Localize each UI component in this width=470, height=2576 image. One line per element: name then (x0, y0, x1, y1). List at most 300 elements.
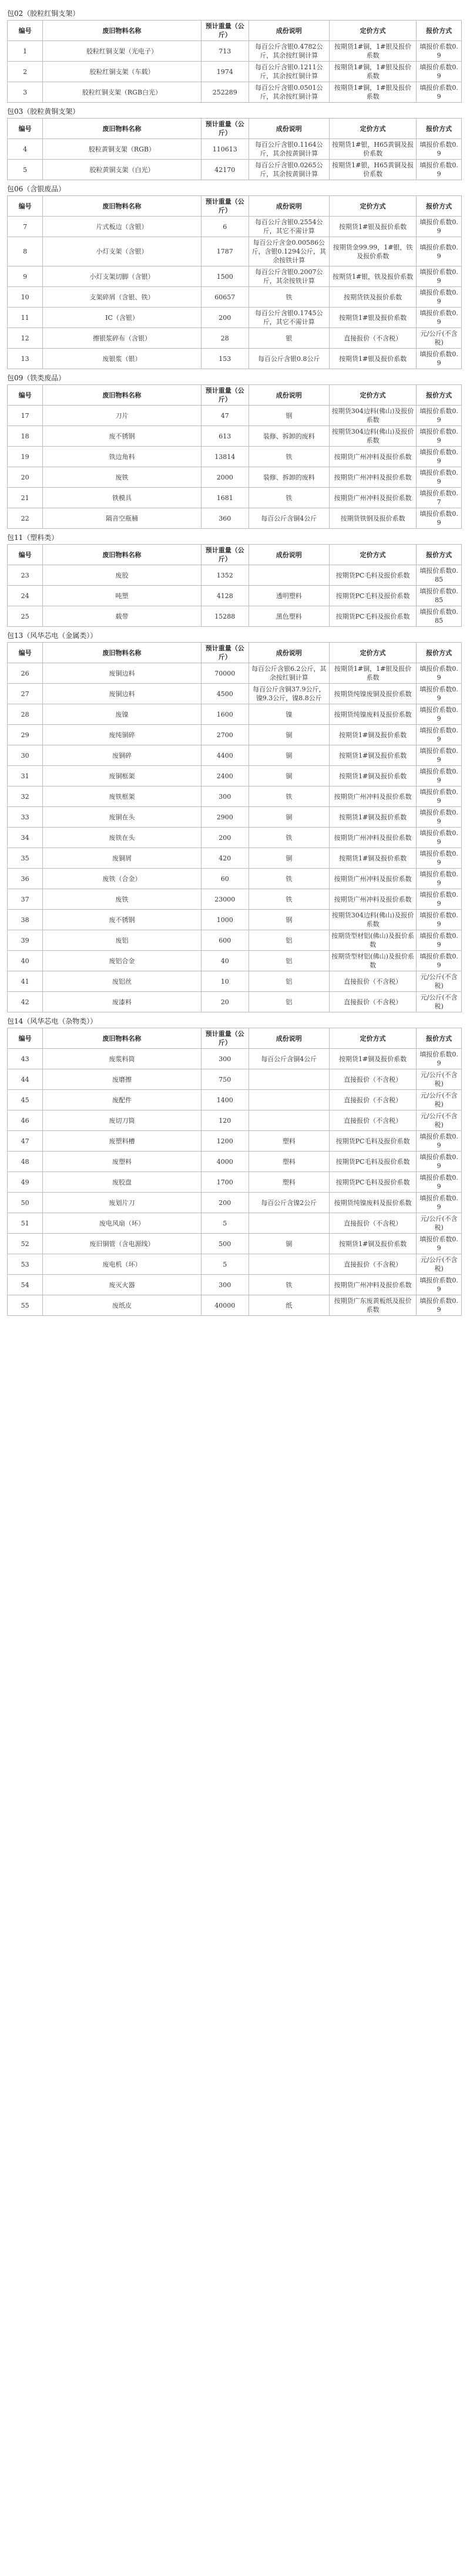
cell-material-name: 载带 (43, 606, 201, 627)
cell-number: 8 (8, 237, 43, 266)
cell-quote-method: 元/公斤(不含税) (417, 1254, 462, 1275)
header-estimated-weight: 预计重量（公斤） (201, 196, 249, 217)
cell-material-name: IC（含银） (43, 308, 201, 328)
cell-estimated-weight: 60657 (201, 287, 249, 308)
header-row (8, 119, 462, 139)
cell-material-name: 废铜边料 (43, 663, 201, 684)
cell-pricing-method: 按期货1#铜及报价系数 (329, 1049, 417, 1069)
table-row (8, 62, 462, 82)
cell-quote-method: 填报价系数0.9 (417, 1152, 462, 1172)
cell-quote-method: 填报价系数0.9 (417, 160, 462, 180)
cell-quote-method: 填报价系数0.9 (417, 406, 462, 426)
cell-pricing-method: 按期货1#银及报价系数 (329, 308, 417, 328)
cell-quote-method: 填报价系数0.9 (417, 828, 462, 848)
cell-estimated-weight: 613 (201, 426, 249, 447)
header-row (8, 21, 462, 41)
cell-estimated-weight: 2700 (201, 725, 249, 745)
cell-material-name: 片式板边（含银） (43, 217, 201, 237)
cell-material-name: 废磨擦 (43, 1069, 201, 1090)
cell-quote-method: 填报价系数0.9 (417, 848, 462, 869)
cell-material-name: 胶粒黄铜支架（RGB） (43, 139, 201, 160)
cell-number: 12 (8, 328, 43, 349)
cell-number: 2 (8, 62, 43, 82)
cell-estimated-weight: 2400 (201, 766, 249, 786)
package-title: 包11（塑料类） (7, 534, 59, 542)
table-row (8, 606, 462, 627)
cell-pricing-method: 按期货广州冲料及报价系数 (329, 1275, 417, 1295)
table-row (8, 488, 462, 508)
cell-quote-method: 填报价系数0.9 (417, 725, 462, 745)
cell-composition: 黑色塑料 (249, 606, 329, 627)
package-title: 包14（风华芯电（杂物类）） (7, 1017, 98, 1025)
header-estimated-weight: 预计重量（公斤） (201, 643, 249, 663)
table-row (8, 328, 462, 349)
cell-number: 23 (8, 565, 43, 586)
cell-material-name: 废不锈钢 (43, 426, 201, 447)
cell-composition: 每百公斤含银0.1164公斤，其余按黄铜计算 (249, 139, 329, 160)
table-row (8, 663, 462, 684)
cell-pricing-method: 按期货广州冲料及报价系数 (329, 488, 417, 508)
cell-number: 40 (8, 951, 43, 971)
cell-material-name: 废铁框架 (43, 786, 201, 807)
cell-quote-method: 元/公斤(不含税) (417, 1213, 462, 1234)
package-title: 包09（铁类废品） (7, 374, 66, 382)
cell-estimated-weight: 420 (201, 848, 249, 869)
cell-pricing-method: 按期货PC毛料及报价系数 (329, 1172, 417, 1193)
cell-estimated-weight: 1681 (201, 488, 249, 508)
header-quote-method: 报价方式 (417, 385, 462, 406)
cell-composition (249, 1069, 329, 1090)
cell-pricing-method: 按期货广州冲料及报价系数 (329, 447, 417, 467)
cell-number: 7 (8, 217, 43, 237)
cell-estimated-weight: 70000 (201, 663, 249, 684)
cell-number: 27 (8, 684, 43, 704)
cell-number: 1 (8, 41, 43, 62)
table-row (8, 930, 462, 951)
cell-number: 29 (8, 725, 43, 745)
header-pricing-method: 定价方式 (329, 196, 417, 217)
cell-material-name: 废镍 (43, 704, 201, 725)
cell-quote-method: 元/公斤(不含税) (417, 971, 462, 992)
cell-composition: 铁 (249, 889, 329, 910)
header-estimated-weight: 预计重量（公斤） (201, 21, 249, 41)
header-row (8, 385, 462, 406)
cell-material-name: 废配件 (43, 1090, 201, 1110)
cell-estimated-weight: 1700 (201, 1172, 249, 1193)
cell-material-name: 废电机（坏） (43, 1254, 201, 1275)
cell-composition (249, 1090, 329, 1110)
cell-pricing-method: 按期货1#铜，1#银及报价系数 (329, 82, 417, 103)
cell-composition: 铁 (249, 447, 329, 467)
cell-quote-method: 填报价系数0.9 (417, 237, 462, 266)
package-table (7, 118, 462, 180)
cell-composition: 装修、拆卸的废料 (249, 467, 329, 488)
cell-quote-method: 填报价系数0.9 (417, 663, 462, 684)
header-pricing-method: 定价方式 (329, 643, 417, 663)
cell-pricing-method: 按期货铁钢及报价系数 (329, 508, 417, 529)
cell-estimated-weight: 360 (201, 508, 249, 529)
header-quote-method: 报价方式 (417, 1028, 462, 1049)
table-row (8, 1295, 462, 1316)
cell-pricing-method: 按期货1#铜，1#银及报价系数 (329, 41, 417, 62)
cell-material-name: 胶粒黄铜支架（白光） (43, 160, 201, 180)
cell-material-name: 小灯支架切脚（含银） (43, 266, 201, 287)
cell-estimated-weight: 1200 (201, 1131, 249, 1152)
cell-estimated-weight: 15288 (201, 606, 249, 627)
cell-material-name: 废电风扇（坏） (43, 1213, 201, 1234)
cell-quote-method: 填报价系数0.9 (417, 467, 462, 488)
header-material-name: 废旧物料名称 (43, 1028, 201, 1049)
cell-composition: 每百公斤含金0.00586公斤，含银0.1294公斤，其余按铁计算 (249, 237, 329, 266)
header-pricing-method: 定价方式 (329, 119, 417, 139)
cell-pricing-method: 按期货铁及报价系数 (329, 287, 417, 308)
table-row (8, 1275, 462, 1295)
cell-quote-method: 元/公斤(不含税) (417, 328, 462, 349)
cell-estimated-weight: 1352 (201, 565, 249, 586)
cell-number: 39 (8, 930, 43, 951)
header-composition: 成份说明 (249, 21, 329, 41)
cell-material-name: 废灭火器 (43, 1275, 201, 1295)
cell-estimated-weight: 40000 (201, 1295, 249, 1316)
cell-estimated-weight: 110613 (201, 139, 249, 160)
cell-number: 37 (8, 889, 43, 910)
cell-material-name: 废铝丝 (43, 971, 201, 992)
cell-composition (249, 1254, 329, 1275)
cell-composition: 纸 (249, 1295, 329, 1316)
table-row (8, 426, 462, 447)
cell-material-name: 废铝 (43, 930, 201, 951)
table-row (8, 308, 462, 328)
cell-number: 21 (8, 488, 43, 508)
table-row (8, 992, 462, 1012)
cell-material-name: 支架碎屑（含银、铁） (43, 287, 201, 308)
cell-composition: 每百公斤含银0.0501公斤，其余按红铜计算 (249, 82, 329, 103)
cell-pricing-method: 按期货PC毛料及报价系数 (329, 606, 417, 627)
cell-pricing-method: 按期货广东废黄板纸及报价系数 (329, 1295, 417, 1316)
header-estimated-weight: 预计重量（公斤） (201, 119, 249, 139)
cell-number: 50 (8, 1193, 43, 1213)
cell-number: 33 (8, 807, 43, 828)
cell-pricing-method: 直接报价（不含税） (329, 1069, 417, 1090)
cell-quote-method: 填报价系数0.9 (417, 217, 462, 237)
cell-quote-method: 填报价系数0.9 (417, 930, 462, 951)
cell-estimated-weight: 10 (201, 971, 249, 992)
cell-composition: 每百公斤含银0.1211公斤，其余按红铜计算 (249, 62, 329, 82)
cell-material-name: 废铁 (43, 889, 201, 910)
cell-number: 47 (8, 1131, 43, 1152)
cell-quote-method: 填报价系数0.9 (417, 807, 462, 828)
cell-pricing-method: 按期货1#银，铁及报价系数 (329, 266, 417, 287)
cell-pricing-method: 按期货金99.99，1#银，铁及报价系数 (329, 237, 417, 266)
cell-quote-method: 填报价系数0.7 (417, 488, 462, 508)
cell-number: 10 (8, 287, 43, 308)
cell-material-name: 废纯铜碎 (43, 725, 201, 745)
header-composition: 成份说明 (249, 385, 329, 406)
cell-composition: 每百公斤含银0.2554公斤，其它不需计算 (249, 217, 329, 237)
table-row (8, 447, 462, 467)
cell-material-name: 小灯支架（含银） (43, 237, 201, 266)
cell-material-name: 胶粒红铜支架（RGB白光） (43, 82, 201, 103)
header-material-name: 废旧物料名称 (43, 545, 201, 565)
cell-estimated-weight: 1974 (201, 62, 249, 82)
cell-estimated-weight: 5 (201, 1254, 249, 1275)
package-table (7, 384, 462, 529)
cell-composition: 每百公斤含银0.8公斤 (249, 349, 329, 369)
cell-material-name: 废铜碎 (43, 745, 201, 766)
cell-number: 26 (8, 663, 43, 684)
table-row (8, 287, 462, 308)
cell-estimated-weight: 28 (201, 328, 249, 349)
cell-pricing-method: 按期货1#铜及报价系数 (329, 1234, 417, 1254)
cell-material-name: 废纸皮 (43, 1295, 201, 1316)
table-row (8, 704, 462, 725)
header-pricing-method: 定价方式 (329, 385, 417, 406)
header-pricing-method: 定价方式 (329, 1028, 417, 1049)
cell-pricing-method: 按期货纯镍废料及报价系数 (329, 704, 417, 725)
cell-pricing-method: 按期货广州冲料及报价系数 (329, 889, 417, 910)
cell-material-name: 废胶盘 (43, 1172, 201, 1193)
cell-material-name: 铁模具 (43, 488, 201, 508)
cell-estimated-weight: 6 (201, 217, 249, 237)
cell-pricing-method: 按期货型材铝(佛山)及报价系数 (329, 930, 417, 951)
header-composition: 成份说明 (249, 545, 329, 565)
cell-number: 22 (8, 508, 43, 529)
cell-composition: 钢 (249, 406, 329, 426)
cell-composition: 透明塑料 (249, 586, 329, 606)
cell-material-name: 废漆料 (43, 992, 201, 1012)
cell-quote-method: 填报价系数0.9 (417, 82, 462, 103)
cell-pricing-method: 按期货PC毛料及报价系数 (329, 1152, 417, 1172)
header-number: 编号 (8, 643, 43, 663)
cell-number: 36 (8, 869, 43, 889)
cell-composition: 钢 (249, 910, 329, 930)
cell-composition: 铁 (249, 488, 329, 508)
cell-composition: 装修、拆卸的废料 (249, 426, 329, 447)
package-table (7, 1028, 462, 1316)
cell-composition: 每百公斤含铜4公斤 (249, 1049, 329, 1069)
cell-material-name: 擦银浆碎布（含银） (43, 328, 201, 349)
cell-composition: 每百公斤含银0.2007公斤，其余按铁计算 (249, 266, 329, 287)
table-row (8, 160, 462, 180)
table-row (8, 586, 462, 606)
cell-estimated-weight: 1600 (201, 704, 249, 725)
table-row (8, 889, 462, 910)
cell-composition: 铁 (249, 1275, 329, 1295)
header-row (8, 643, 462, 663)
cell-pricing-method: 直接报价（不含税） (329, 971, 417, 992)
header-composition: 成份说明 (249, 119, 329, 139)
cell-material-name: 废浆料筒 (43, 1049, 201, 1069)
cell-estimated-weight: 1400 (201, 1090, 249, 1110)
cell-number: 5 (8, 160, 43, 180)
cell-quote-method: 填报价系数0.9 (417, 1193, 462, 1213)
cell-pricing-method: 按期货广州冲料及报价系数 (329, 467, 417, 488)
header-number: 编号 (8, 21, 43, 41)
cell-quote-method: 填报价系数0.9 (417, 745, 462, 766)
cell-composition (249, 1213, 329, 1234)
package-table (7, 20, 462, 103)
cell-pricing-method: 直接报价（不含税） (329, 328, 417, 349)
header-composition: 成份说明 (249, 643, 329, 663)
cell-number: 28 (8, 704, 43, 725)
table-row (8, 786, 462, 807)
header-row (8, 196, 462, 217)
cell-quote-method: 填报价系数0.9 (417, 1295, 462, 1316)
cell-estimated-weight: 500 (201, 1234, 249, 1254)
package-table (7, 642, 462, 1012)
table-row (8, 1090, 462, 1110)
cell-pricing-method: 按期货1#铜及报价系数 (329, 745, 417, 766)
table-row (8, 508, 462, 529)
cell-number: 41 (8, 971, 43, 992)
cell-pricing-method: 直接报价（不含税） (329, 992, 417, 1012)
cell-composition: 银 (249, 328, 329, 349)
cell-composition: 塑料 (249, 1172, 329, 1193)
cell-number: 24 (8, 586, 43, 606)
header-composition: 成份说明 (249, 196, 329, 217)
cell-material-name: 废切刀筒 (43, 1110, 201, 1131)
cell-quote-method: 填报价系数0.9 (417, 266, 462, 287)
package-title: 包02（胶粒红铜支架） (7, 9, 80, 18)
cell-pricing-method: 直接报价（不含税） (329, 1090, 417, 1110)
header-quote-method: 报价方式 (417, 643, 462, 663)
cell-pricing-method: 按期货1#铜，1#银及报价系数 (329, 663, 417, 684)
cell-composition: 铁 (249, 287, 329, 308)
cell-estimated-weight: 20 (201, 992, 249, 1012)
cell-number: 49 (8, 1172, 43, 1193)
package-title: 包03（胶粒黄铜支架） (7, 107, 80, 116)
cell-quote-method: 填报价系数0.9 (417, 1131, 462, 1152)
header-number: 编号 (8, 119, 43, 139)
cell-composition: 每百公斤含银6.2公斤，其余按红铜计算 (249, 663, 329, 684)
cell-quote-method: 填报价系数0.9 (417, 786, 462, 807)
cell-number: 48 (8, 1152, 43, 1172)
cell-number: 31 (8, 766, 43, 786)
header-pricing-method: 定价方式 (329, 545, 417, 565)
cell-pricing-method: 直接报价（不含税） (329, 1110, 417, 1131)
cell-estimated-weight: 4000 (201, 1152, 249, 1172)
cell-quote-method: 填报价系数0.9 (417, 1275, 462, 1295)
cell-composition: 镍 (249, 704, 329, 725)
cell-quote-method: 填报价系数0.9 (417, 684, 462, 704)
cell-number: 19 (8, 447, 43, 467)
table-row (8, 139, 462, 160)
table-row (8, 1254, 462, 1275)
table-row (8, 684, 462, 704)
package-table (7, 544, 462, 627)
header-material-name: 废旧物料名称 (43, 21, 201, 41)
cell-quote-method: 填报价系数0.85 (417, 565, 462, 586)
package-table (7, 195, 462, 369)
cell-pricing-method: 按期货纯镍废料及报价系数 (329, 1193, 417, 1213)
cell-composition: 铜 (249, 848, 329, 869)
cell-estimated-weight: 252289 (201, 82, 249, 103)
cell-number: 38 (8, 910, 43, 930)
cell-quote-method: 填报价系数0.9 (417, 1234, 462, 1254)
header-quote-method: 报价方式 (417, 545, 462, 565)
header-material-name: 废旧物料名称 (43, 643, 201, 663)
cell-pricing-method: 按期货广州冲料及报价系数 (329, 869, 417, 889)
table-row (8, 1193, 462, 1213)
cell-material-name: 废胶 (43, 565, 201, 586)
table-row (8, 766, 462, 786)
cell-number: 32 (8, 786, 43, 807)
header-number: 编号 (8, 196, 43, 217)
cell-estimated-weight: 300 (201, 1275, 249, 1295)
cell-estimated-weight: 40 (201, 951, 249, 971)
cell-estimated-weight: 4400 (201, 745, 249, 766)
cell-pricing-method: 按期货1#银，H65黄铜及报价系数 (329, 160, 417, 180)
cell-quote-method: 填报价系数0.9 (417, 1049, 462, 1069)
cell-estimated-weight: 1787 (201, 237, 249, 266)
cell-composition (249, 1110, 329, 1131)
header-material-name: 废旧物料名称 (43, 119, 201, 139)
cell-material-name: 吨塑 (43, 586, 201, 606)
cell-estimated-weight: 1500 (201, 266, 249, 287)
cell-composition: 铝 (249, 992, 329, 1012)
cell-estimated-weight: 200 (201, 1193, 249, 1213)
table-row (8, 869, 462, 889)
cell-estimated-weight: 1000 (201, 910, 249, 930)
table-row (8, 910, 462, 930)
cell-pricing-method: 按期货1#银及报价系数 (329, 217, 417, 237)
cell-material-name: 废不锈钢 (43, 910, 201, 930)
package-title: 包13（风华芯电（金属类）） (7, 632, 98, 640)
package-title: 包06（含银废品） (7, 185, 66, 193)
cell-material-name: 胶粒红铜支架（车载） (43, 62, 201, 82)
cell-estimated-weight: 42170 (201, 160, 249, 180)
cell-material-name: 隔音空瓶桶 (43, 508, 201, 529)
cell-estimated-weight: 5 (201, 1213, 249, 1234)
cell-estimated-weight: 200 (201, 828, 249, 848)
table-row (8, 828, 462, 848)
cell-quote-method: 填报价系数0.9 (417, 139, 462, 160)
cell-composition: 铜 (249, 725, 329, 745)
cell-composition: 铝 (249, 951, 329, 971)
table-row (8, 971, 462, 992)
cell-number: 9 (8, 266, 43, 287)
header-quote-method: 报价方式 (417, 119, 462, 139)
cell-composition: 铁 (249, 786, 329, 807)
table-row (8, 807, 462, 828)
cell-composition: 铜 (249, 807, 329, 828)
cell-estimated-weight: 13814 (201, 447, 249, 467)
cell-material-name: 废划片刀 (43, 1193, 201, 1213)
table-row (8, 349, 462, 369)
cell-composition: 每百公斤含铜37.9公斤，镍9.3公斤，镍8.8公斤 (249, 684, 329, 704)
cell-composition: 每百公斤含银0.4782公斤，其余按红铜计算 (249, 41, 329, 62)
cell-estimated-weight: 120 (201, 1110, 249, 1131)
cell-quote-method: 填报价系数0.9 (417, 869, 462, 889)
cell-pricing-method: 按期货1#铜及报价系数 (329, 807, 417, 828)
table-row (8, 745, 462, 766)
header-number: 编号 (8, 385, 43, 406)
cell-material-name: 废铁（合金） (43, 869, 201, 889)
table-row (8, 1213, 462, 1234)
cell-quote-method: 填报价系数0.9 (417, 889, 462, 910)
cell-number: 46 (8, 1110, 43, 1131)
table-row (8, 1152, 462, 1172)
cell-composition: 每百公斤含铜4公斤 (249, 508, 329, 529)
header-estimated-weight: 预计重量（公斤） (201, 545, 249, 565)
header-number: 编号 (8, 1028, 43, 1049)
cell-estimated-weight: 4128 (201, 586, 249, 606)
table-row (8, 41, 462, 62)
table-row (8, 1110, 462, 1131)
cell-number: 35 (8, 848, 43, 869)
cell-estimated-weight: 200 (201, 308, 249, 328)
cell-quote-method: 元/公斤(不含税) (417, 992, 462, 1012)
